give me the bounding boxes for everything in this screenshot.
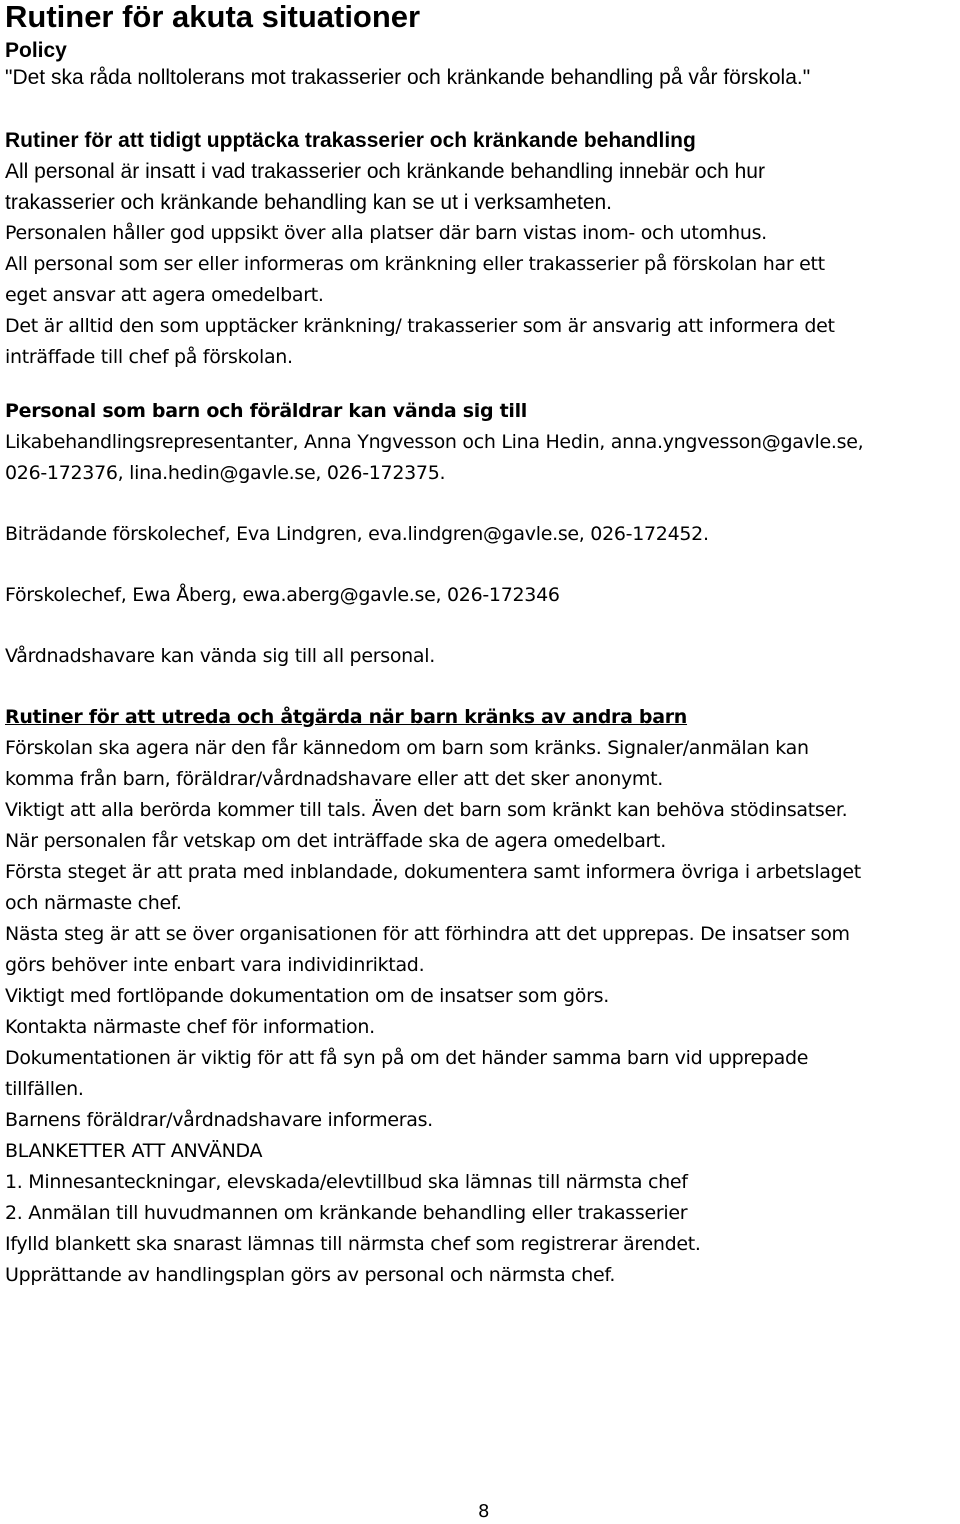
paragraph-line: Personalen håller god uppsikt över alla platser där barn vistas inom- och utomhus. [5,222,767,244]
paragraph-line: När personalen får vetskap om det inträffade ska de agera omedelbart. [5,830,666,852]
policy-text: "Det ska råda nolltolerans mot trakasserier och kränkande behandling på vår förskola." [5,66,811,89]
paragraph-line: Förskolan ska agera när den får kännedom om barn som kränks. Signaler/anmälan kan [5,737,809,759]
paragraph-line: Kontakta närmaste chef för information. [5,1016,375,1038]
section-detect-line: All personal är insatt i vad trakasserier och kränkande behandling innebär och hur [5,160,765,183]
paragraph-line: komma från barn, föräldrar/vårdnadshavare eller att det sker anonymt. [5,768,663,790]
paragraph-line: Upprättande av handlingsplan görs av personal och närmsta chef. [5,1264,616,1286]
policy-label: Policy [5,39,67,62]
page-title: Rutiner för akuta situationer [5,0,421,34]
section-investigate-body [5,733,955,1291]
paragraph-line: tillfällen. [5,1078,84,1100]
document-page [5,0,955,1291]
page-number: 8 [478,1501,490,1522]
paragraph-line: Barnens föräldrar/vårdnadshavare informeras. [5,1109,433,1131]
section-detect-heading: Rutiner för att tidigt upptäcka trakasserier och kränkande behandling [5,129,696,152]
paragraph-line: Dokumentationen är viktig för att få syn på om det händer samma barn vid upprepade [5,1047,809,1069]
paragraph-line: BLANKETTER ATT ANVÄNDA [5,1140,263,1162]
paragraph-line: All personal som ser eller informeras om kränkning eller trakasserier på förskolan har ett [5,253,825,275]
contacts-head: Förskolechef, Ewa Åberg, ewa.aberg@gavle.se, 026-172346 [5,584,560,606]
paragraph-line: eget ansvar att agera omedelbart. [5,284,324,306]
paragraph-line: Nästa steg är att se över organisationen för att förhindra att det upprepas. De insatser som [5,923,850,945]
contacts-representatives-line: Likabehandlingsrepresentanter, Anna Yngvesson och Lina Hedin, anna.yngvesson@gavle.se, [5,431,864,453]
paragraph-line: Första steget är att prata med inblandade, dokumentera samt informera övriga i arbetslaget [5,861,861,883]
section-investigate-heading: Rutiner för att utreda och åtgärda när barn kränks av andra barn [5,706,688,728]
paragraph-line: Det är alltid den som upptäcker kränkning/ trakasserier som är ansvarig att informera det [5,315,835,337]
paragraph-line: inträffade till chef på förskolan. [5,346,293,368]
paragraph-line: Viktigt med fortlöpande dokumentation om de insatser som görs. [5,985,609,1007]
paragraph-line: 2. Anmälan till huvudmannen om kränkande behandling eller trakasserier [5,1202,688,1224]
paragraph-line: görs behöver inte enbart vara individinriktad. [5,954,425,976]
section-detect-line: trakasserier och kränkande behandling kan se ut i verksamheten. [5,191,613,214]
paragraph-line: Viktigt att alla berörda kommer till tals. Även det barn som kränkt kan behöva stödinsatser. [5,799,848,821]
paragraph-line: och närmaste chef. [5,892,182,914]
paragraph-line: 1. Minnesanteckningar, elevskada/elevtillbud ska lämnas till närmsta chef [5,1171,688,1193]
contacts-representatives-line: 026-172376, lina.hedin@gavle.se, 026-172375. [5,462,446,484]
contacts-heading: Personal som barn och föräldrar kan vända sig till [5,400,528,422]
paragraph-line: Ifylld blankett ska snarast lämnas till närmsta chef som registrerar ärendet. [5,1233,701,1255]
contacts-guardians: Vårdnadshavare kan vända sig till all personal. [5,645,435,667]
contacts-deputy: Biträdande förskolechef, Eva Lindgren, eva.lindgren@gavle.se, 026-172452. [5,523,709,545]
